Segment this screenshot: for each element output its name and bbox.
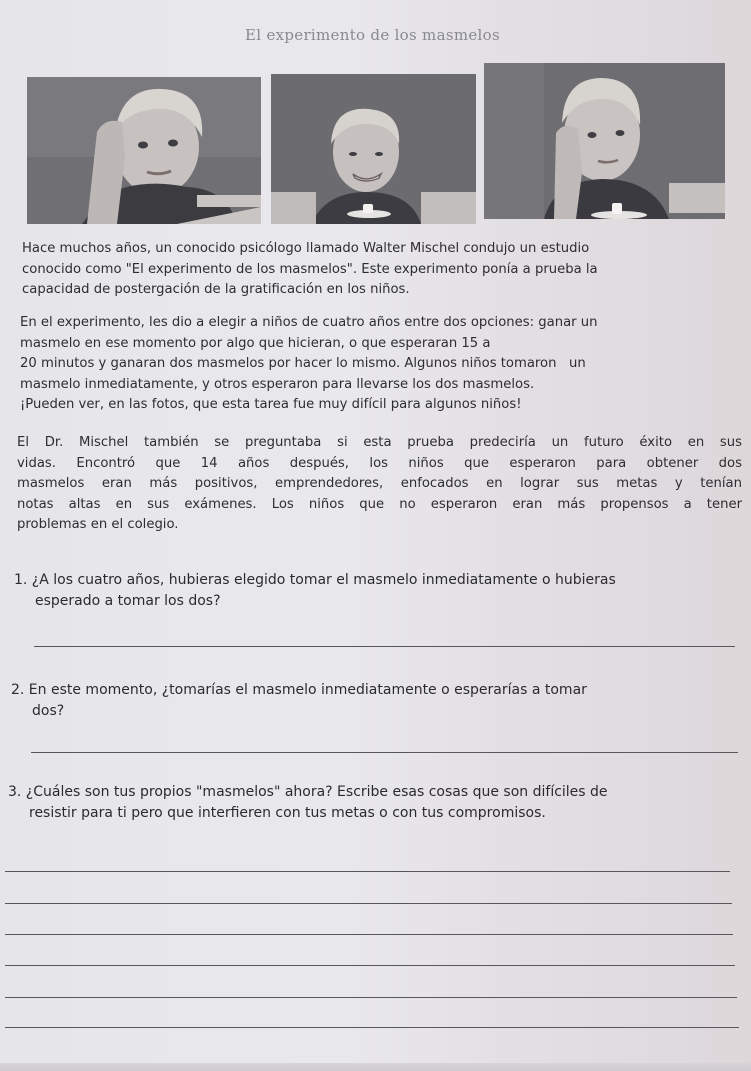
- paragraph-line: problemas en el colegio.: [17, 517, 179, 533]
- question-text: resistir para ti pero que interfieren con tus metas o con tus compromisos.: [29, 805, 546, 821]
- answer-line-3a[interactable]: [5, 871, 730, 872]
- answer-line-3e[interactable]: [5, 997, 737, 998]
- question-3: [8, 782, 743, 824]
- experiment-paragraph: [20, 313, 742, 416]
- photo-child-3: [484, 63, 725, 219]
- question-text: esperado a tomar los dos?: [35, 593, 221, 609]
- paragraph-line: vidas. Encontró que 14 años después, los niños que esperaron para obtener dos: [17, 455, 742, 471]
- paragraph-line: En el experimento, les dio a elegir a niños de cuatro años entre dos opciones: ganar un: [20, 315, 598, 330]
- child-photo-grimacing-icon: [271, 74, 476, 224]
- photo-child-2: [271, 74, 476, 224]
- photo-child-1: [27, 77, 261, 224]
- answer-line-3d[interactable]: [5, 965, 735, 966]
- results-paragraph: [17, 433, 742, 536]
- paragraph-line: notas altas en sus exámenes. Los niños que no esperaron eran más propensos a tener: [17, 496, 742, 512]
- answer-line-2[interactable]: [31, 752, 738, 753]
- intro-paragraph: [22, 239, 742, 301]
- question-text: 2. En este momento, ¿tomarías el masmelo inmediatamente o esperarías a tomar: [11, 682, 587, 698]
- page-title: El experimento de los masmelos: [245, 26, 500, 44]
- answer-line-3c[interactable]: [5, 934, 733, 935]
- paragraph-line: conocido como "El experimento de los masmelos". Este experimento ponía a prueba la: [22, 261, 598, 277]
- paragraph-line: Hace muchos años, un conocido psicólogo llamado Walter Mischel condujo un estudio: [22, 241, 590, 256]
- question-1: [14, 570, 744, 612]
- child-photo-hand-on-head-icon: [27, 77, 261, 224]
- page-bottom-edge: [0, 1063, 751, 1071]
- paragraph-line: masmelo inmediatamente, y otros esperaron para llevarse los dos masmelos.: [20, 376, 535, 392]
- question-2: [11, 680, 741, 722]
- answer-line-3f[interactable]: [5, 1027, 739, 1028]
- paragraph-line: 20 minutos y ganaran dos masmelos por hacer lo mismo. Algunos niños tomaron un: [20, 356, 586, 372]
- paragraph-line: El Dr. Mischel también se preguntaba si esta prueba predeciría un futuro éxito en sus: [17, 435, 742, 450]
- question-text: dos?: [32, 703, 65, 719]
- paragraph-line: ¡Pueden ver, en las fotos, que esta tarea fue muy difícil para algunos niños!: [20, 397, 522, 413]
- child-photo-hand-on-cheek-icon: [484, 63, 725, 219]
- question-text: 3. ¿Cuáles son tus propios "masmelos" ahora? Escribe esas cosas que son difíciles de: [8, 784, 608, 800]
- paragraph-line: masmelo en ese momento por algo que hicieran, o que esperaran 15 a: [20, 335, 491, 351]
- question-text: 1. ¿A los cuatro años, hubieras elegido tomar el masmelo inmediatamente o hubieras: [14, 572, 616, 588]
- answer-line-3b[interactable]: [5, 903, 732, 904]
- answer-line-1[interactable]: [34, 646, 735, 647]
- paragraph-line: masmelos eran más positivos, emprendedores, enfocados en lograr sus metas y tenían: [17, 476, 742, 492]
- paragraph-line: capacidad de postergación de la gratificación en los niños.: [22, 282, 410, 298]
